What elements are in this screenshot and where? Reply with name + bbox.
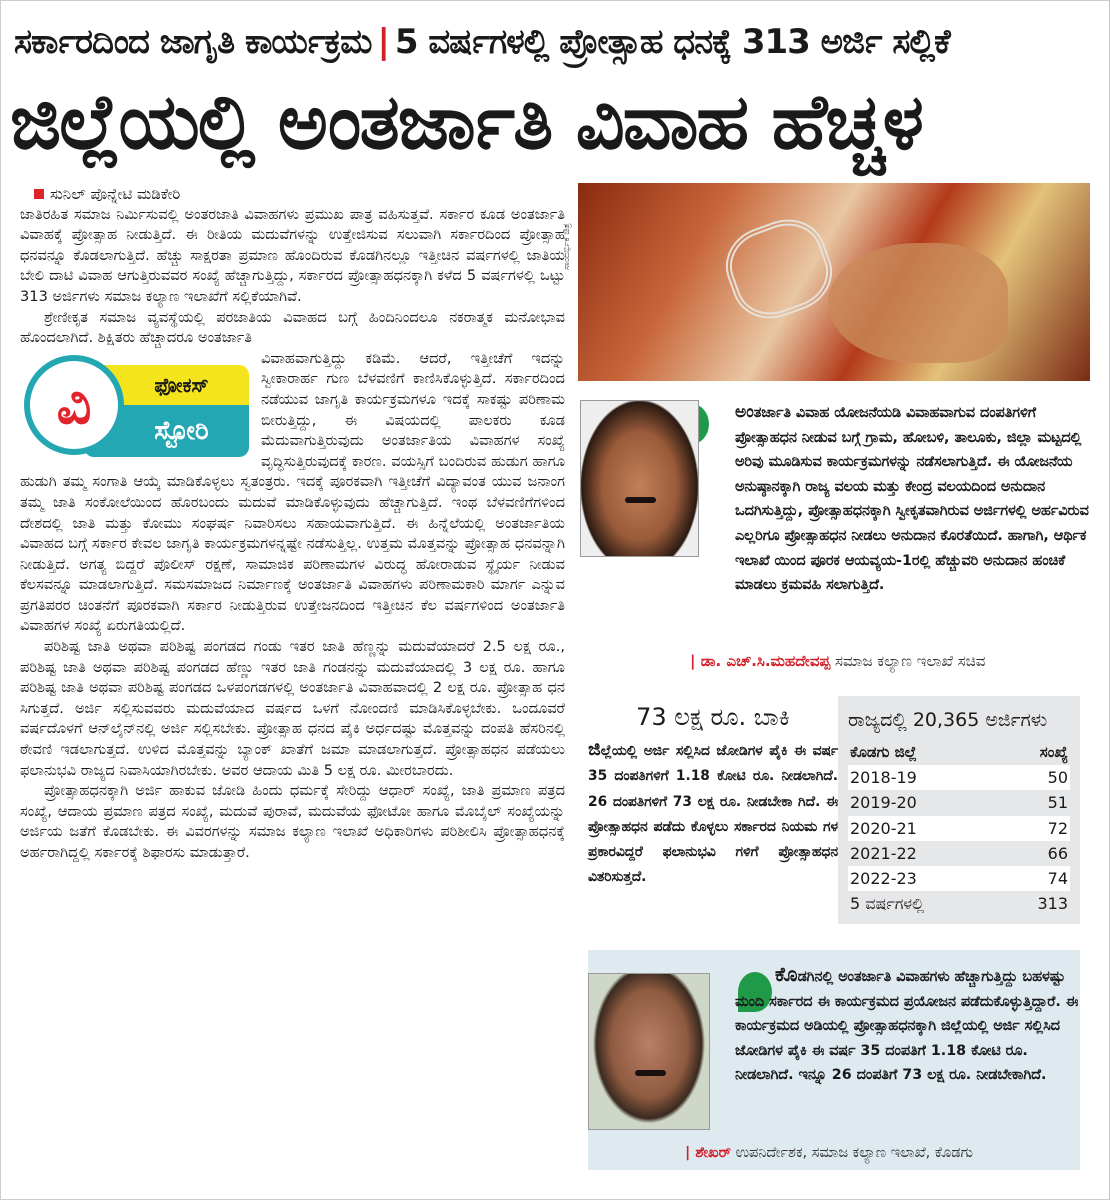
byline-text: ಸುನಿಲ್ ಪೊನ್ನೇಟಿ ಮಡಿಕೇರಿ <box>50 185 181 203</box>
pending-amount-sidebar <box>588 697 838 891</box>
minister-designation: ಸಮಾಜ ಕಲ್ಯಾಣ ಇಲಾಖೆ ಸಚಿವ <box>835 652 986 670</box>
sidebar-dropcap: ಜಿ <box>588 738 601 760</box>
table-row <box>848 841 1070 866</box>
sidebar-text: ಲ್ಲೆಯಲ್ಲಿ ಅರ್ಜಿ ಸಲ್ಲಿಸಿದ ಜೋಡಿಗಳ ಪೈಕಿ ಈ ವರ್ಷ 35 ದಂಪತಿಗಳಿಗೆ 1.18 ಕೋಟಿ ರೂ. ನೀಡಲಾಗಿದೆ. 26 ದಂಪತಿಗಳಿಗೆ 73 ಲಕ್ಷ ರೂ. ನೀಡಬೇಕಾ ಗಿದೆ. ಈ ಪ್ರೋತ್ಸಾಹಧನ ಪಡೆದು ಕೊಳ್ಳಲು ಸರ್ಕಾರದ ನಿಯಮ ಗಳ ಪ್ರಕಾರವಿದ್ದರೆ ಫಲಾನುಭವಿ ಗಳಿಗೆ ಪ್ರೋತ್ಸಾಹಧನ ವಿತರಿಸುತ್ತದೆ. <box>588 743 838 886</box>
table-row <box>848 866 1070 891</box>
table-title: ರಾಜ್ಯದಲ್ಲಿ 20,365 ಅರ್ಜಿಗಳು <box>848 709 1048 731</box>
row-count: 66 <box>1047 843 1068 863</box>
article-paragraph: ಪ್ರೋತ್ಸಾಹಧನಕ್ಕಾಗಿ ಅರ್ಜಿ ಹಾಕುವ ಜೋಡಿ ಹಿಂದು ಧರ್ಮಕ್ಕೆ ಸೇರಿದ್ದು ಆಧಾರ್ ಸಂಖ್ಯೆ, ಜಾತಿ ಪ್ರಮಾಣ ಪತ್ರದ ಸಂಖ್ಯೆ, ಆದಾಯ ಪ್ರಮಾಣ ಪತ್ರದ ಸಂಖ್ಯೆ, ಮದುವೆ ಪುರಾವೆ, ಮದುವೆಯ ಫೋಟೋ ಹಾಗೂ ಮೊಬೈಲ್ ಸಂಖ್ಯೆಯನ್ನು ಅರ್ಜಿಯ ಜತೆಗೆ ಕೊಡಬೇಕು. ಈ ವಿವರಗಳನ್ನು ಸಮಾಜ ಕಲ್ಯಾಣ ಇಲಾಖೆ ಅಧಿಕಾರಿಗಳು ಪರಿಶೀಲಿಸಿ ಪ್ರೋತ್ಸಾಹಧನಕ್ಕೆ ಅರ್ಹರಾಗಿದ್ದಲ್ಲಿ ಸರ್ಕಾರಕ್ಕೆ ಶಿಫಾರಸು ಮಾಡುತ್ತಾರೆ. <box>20 782 565 861</box>
officer-attribution: | ಶೇಖರ್ ಉಪನಿರ್ದೇಶಕ, ಸಮಾಜ ಕಲ್ಯಾಣ ಇಲಾಖೆ, ಕೊಡಗು <box>685 1145 973 1161</box>
row-count: 74 <box>1047 869 1068 889</box>
table-row <box>848 816 1070 841</box>
row-count: 72 <box>1047 818 1068 838</box>
main-headline: ಜಿಲ್ಲೆಯಲ್ಲಿ ಅಂತರ್ಜಾತಿ ವಿವಾಹ ಹೆಚ್ಚಳ <box>10 77 922 166</box>
kicker-headline <box>14 22 1104 62</box>
sidebar-title: 73 ಲಕ್ಷ ರೂ. ಬಾಕಿ <box>636 703 790 731</box>
officer-designation: ಉಪನಿರ್ದೇಶಕ, ಸಮಾಜ ಕಲ್ಯಾಣ ಇಲಾಖೆ, ಕೊಡಗು <box>735 1145 973 1161</box>
article-paragraph: ಶ್ರೇಣೀಕೃತ ಸಮಾಜ ವ್ಯವಸ್ಥೆಯಲ್ಲಿ ಪರಜಾತಿಯ ವಿವಾಹದ ಬಗ್ಗೆ ಹಿಂದಿನಿಂದಲೂ ನಕರಾತ್ಮಕ ಮನೋಭಾವ ಹೊಂದಲಾಗಿದೆ. ಶಿಕ್ಷಿತರು ಹೆಚ್ಚಾದರೂ ಅಂತರ್ಜಾತಿ <box>20 308 565 347</box>
table-header <box>848 740 1070 765</box>
article-paragraph: ವಿವಾಹವಾಗುತ್ತಿದ್ದು ಕಡಿಮೆ. ಆದರೆ, ಇತ್ತೀಚೆಗೆ ಇದನ್ನು ಸ್ವೀಕಾರಾರ್ಹ ಗುಣ ಬೆಳವಣಿಗೆ ಕಾಣಿಸಿಕೊಳ್ಳುತ್ತಿದೆ. ಸರ್ಕಾರದಿಂದ ನಡೆಯುವ ಜಾಗೃತಿ ಕಾರ್ಯಕ್ರಮಗಳೂ ಇದಕ್ಕೆ ಸಾಕಷ್ಟು ಪರಿಣಾಮ ಬೀರುತ್ತಿದ್ದು, ಈ ವಿಷಯದಲ್ಲಿ ಪಾಲಕರು ಕೂಡ ಮೆದುವಾಗುತ್ತಿರುವುದು ಅಂತರ್ಜಾತಿಯ ವಿವಾಹಗಳ ಸಂಖ್ಯೆ ವೃದ್ಧಿಸುತ್ತಿರುವುದಕ್ಕೆ ಕಾರಣ. ವಯಸ್ಸಿಗೆ ಬಂದಿರುವ ಹುಡುಗ ಹಾಗೂ ಹುಡುಗಿ ತಮ್ಮ ಸಂಗಾತಿ ಆಯ್ಕೆ ಮಾಡಿಕೊಳ್ಳಲು ಸ್ವತಂತ್ರರು. ಇದಕ್ಕೆ ಪೂರಕವಾಗಿ ಇತ್ತೀಚೆಗೆ ವಿದ್ಯಾವಂತ ಯುವ ಜನಾಂಗ ತಮ್ಮ ಜಾತಿ ಸಂಕೋಲೆಯಿಂದ ಹೊರಬಂದು ಮದುವೆ ಮಾಡಿಕೊಳ್ಳುವುದು ಹೆಚ್ಚಾಗುತ್ತಿದೆ. ಇಂಥ ಬೆಳವಣಿಗೆಗಳಿಂದ ದೇಶದಲ್ಲಿ ಜಾತಿ ಮತ್ತು ಕೋಮು ಸಂಘರ್ಷ ನಿವಾರಿಸಲು ಸಹಾಯವಾಗುತ್ತಿದೆ. ಈ ಹಿನ್ನೆಲೆಯಲ್ಲಿ ಅಂತರ್ಜಾತಿಯ ವಿವಾಹದ ಬಗ್ಗೆ ಸರ್ಕಾರ ಕೇವಲ ಜಾಗೃತಿ ಕಾರ್ಯಕ್ರಮಗಳನ್ನಷ್ಟೇ ನಡೆಸುತ್ತಿಲ್ಲ. ಉತ್ತಮ ಮೊತ್ತವನ್ನು ಪ್ರೋತ್ಸಾಹ ಧನವನ್ನಾಗಿ ನೀಡುತ್ತಿದೆ. ಅಗತ್ಯ ಬಿದ್ದರೆ ಪೊಲೀಸ್ ರಕ್ಷಣೆ, ಸಾಮಾಜಿಕ ಪರಿಣಾಮಗಳ ವಿರುದ್ಧ ಹೋರಾಡುವ ಸ್ಥೈರ್ಯ ನೀಡುವ ಕೆಲಸವನ್ನೂ ಮಾಡಲಾಗುತ್ತಿದೆ. ಸಮಸಮಾಜದ ನಿರ್ಮಾಣಕ್ಕೆ ಅಂತರ್ಜಾತಿ ವಿವಾಹಗಳು ಪರಿಣಾಮಕಾರಿ ಮಾರ್ಗ ಎನ್ನುವ ಪ್ರಗತಿಪರರ ಚಿಂತನೆಗೆ ಪೂರಕವಾಗಿ ಸರ್ಕಾರ ನೀಡುತ್ತಿರುವ ಉತ್ತೇಜನದಿಂದ ಇತ್ತೀಚಿನ ಕೆಲ ವರ್ಷಗಳಿಂದ ಅಂತರ್ಜಾತಿ ವಿವಾಹಗಳ ಸಂಖ್ಯೆ ಏರುಗತಿಯಲ್ಲಿದೆ. <box>20 349 565 635</box>
officer-portrait <box>588 973 710 1130</box>
table-row <box>848 765 1070 790</box>
logo-bottom-text: ಸ್ಟೋರಿ <box>84 405 249 457</box>
vi-focus-story-logo <box>24 355 249 467</box>
row-year: 2019-20 <box>850 793 917 813</box>
minister-portrait <box>580 400 699 557</box>
row-year: 5 ವರ್ಷಗಳಲ್ಲಿ <box>850 894 925 914</box>
minister-name: ಡಾ. ಎಚ್.ಸಿ.ಮಹದೇವಪ್ಪ <box>700 652 831 670</box>
officer-name: ಶೇಖರ್ <box>695 1145 731 1161</box>
byline-square-icon <box>34 189 44 199</box>
quote-lead: ಅಂ <box>735 402 754 422</box>
minister-attribution: | ಡಾ. ಎಚ್.ಸಿ.ಮಹದೇವಪ್ಪ ಸಮಾಜ ಕಲ್ಯಾಣ ಇಲಾಖೆ ಸಚಿವ <box>690 652 986 670</box>
article-paragraph: ಪರಿಶಿಷ್ಟ ಜಾತಿ ಅಥವಾ ಪರಿಶಿಷ್ಟ ಪಂಗಡದ ಗಂಡು ಇತರ ಜಾತಿ ಹೆಣ್ಣನ್ನು ಮದುವೆಯಾದರೆ 2.5 ಲಕ್ಷ ರೂ., ಪರಿಶಿಷ್ಟ ಜಾತಿ ಅಥವಾ ಪರಿಶಿಷ್ಟ ಪಂಗಡದ ಹೆಣ್ಣು ಇತರ ಜಾತಿ ಗಂಡನನ್ನು ಮದುವೆಯಾದಲ್ಲಿ 3 ಲಕ್ಷ ರೂ. ಹಾಗೂ ಪರಿಶಿಷ್ಟ ಜಾತಿ ಅಥವಾ ಪರಿಶಿಷ್ಟ ಪಂಗಡದ ಒಳಪಂಗಡಗಳಲ್ಲಿ ಅಂತರ್ಜಾತಿ ವಿವಾಹವಾದಲ್ಲಿ 2 ಲಕ್ಷ ರೂ. ಪ್ರೋತ್ಸಾಹ ಧನ ಸಿಗುತ್ತದೆ. ಅರ್ಜಿ ಸಲ್ಲಿಸುವವರು ಮದುವೆಯಾದ ವರ್ಷದ ಒಳಗೆ ನೋಂದಣಿ ಮಾಡಿಸಿಕೊಳ್ಳಬೇಕು. ಒಂದೂವರೆ ವರ್ಷದೊಳಗೆ ಆನ್‌ಲೈನ್‌ನಲ್ಲಿ ಅರ್ಜಿ ಸಲ್ಲಿಸಬೇಕು. ಪ್ರೋತ್ಸಾಹ ಧನದ ಪೈಕಿ ಅರ್ಧದಷ್ಟು ಮೊತ್ತವನ್ನು ದಂಪತಿ ಹೆಸರಿನಲ್ಲಿ ಠೇವಣಿ ಇಡಲಾಗುತ್ತದೆ. ಉಳಿದ ಮೊತ್ತವನ್ನು ಬ್ಯಾಂಕ್ ಖಾತೆಗೆ ಜಮಾ ಮಾಡಲಾಗುತ್ತದೆ. ಪ್ರೋತ್ಸಾಹಧನ ಪಡೆಯಲು ಫಲಾನುಭವಿ ರಾಜ್ಯದ ನಿವಾಸಿಯಾಗಿರಬೇಕು. ಅವರ ಆದಾಯ ಮಿತಿ 5 ಲಕ್ಷ ರೂ. ಮೀರಬಾರದು. <box>20 638 565 779</box>
row-year: 2020-21 <box>850 818 917 838</box>
logo-letter: ವಿ <box>24 355 124 455</box>
wedding-hands-photo <box>578 183 1090 381</box>
table-row <box>848 790 1070 815</box>
kicker-separator: | <box>377 22 389 62</box>
article-body <box>20 184 565 864</box>
quote-text: ತರ್ಜಾತಿ ವಿವಾಹ ಯೋಜನೆಯಡಿ ವಿವಾಹವಾಗುವ ದಂಪತಿಗಳಿಗೆ ಪ್ರೋತ್ಸಾಹಧನ ನೀಡುವ ಬಗ್ಗೆ ಗ್ರಾಮ, ಹೋಬಳಿ, ತಾಲೂಕು, ಜಿಲ್ಲಾ ಮಟ್ಟದಲ್ಲಿ ಅರಿವು ಮೂಡಿಸುವ ಕಾರ್ಯಕ್ರಮಗಳನ್ನು ನಡೆಸಲಾಗುತ್ತಿದೆ. ಈ ಯೋಜನೆಯ ಅನುಷ್ಠಾನಕ್ಕಾಗಿ ರಾಜ್ಯ ವಲಯ ಮತ್ತು ಕೇಂದ್ರ ವಲಯದಿಂದ ಅನುದಾನ ಒದಗಿಸುತ್ತಿದ್ದು, ಪ್ರೋತ್ಸಾಹಧನಕ್ಕಾಗಿ ಸ್ವೀಕೃತವಾಗಿರುವ ಅರ್ಜಿಗಳಲ್ಲಿ ಅರ್ಹವಿರುವ ಎಲ್ಲರಿಗೂ ಪ್ರೋತ್ಸಾಹಧನ ನೀಡಲು ಅನುದಾನ ಕೊರತೆಯಿದೆ. ಹಾಗಾಗಿ, ಆರ್ಥಿಕ ಇಲಾಖೆ ಯಿಂದ ಪೂರಕ ಆಯವ್ಯಯ-1ರಲ್ಲಿ ಹೆಚ್ಚುವರಿ ಅನುದಾನ ಹಂಚಿಕೆ ಮಾಡಲು ಕ್ರಮವಹಿ ಸಲಾಗುತ್ತಿದೆ. <box>735 405 1089 594</box>
row-count: 50 <box>1047 768 1068 788</box>
row-year: 2018-19 <box>850 768 917 788</box>
row-count: 51 <box>1047 793 1068 813</box>
byline <box>34 184 565 205</box>
logo-top-text: ಫೋಕಸ್ <box>84 365 249 405</box>
table-row-total <box>848 891 1070 916</box>
kicker-right: 5 ವರ್ಷಗಳಲ್ಲಿ ಪ್ರೋತ್ಸಾಹ ಧನಕ್ಕೆ 313 ಅರ್ಜಿ ಸಲ್ಲಿಕೆ <box>394 22 950 62</box>
header-count: ಸಂಖ್ಯೆ <box>1039 743 1068 761</box>
header-district: ಕೊಡಗು ಜಿಲ್ಲೆ <box>850 743 917 761</box>
officer-quote <box>735 962 1080 1088</box>
row-year: 2022-23 <box>850 869 917 889</box>
quote-lead: ಕೊ <box>775 962 798 986</box>
quote-text: ಡಗಿನಲ್ಲಿ ಅಂತರ್ಜಾತಿ ವಿವಾಹಗಳು ಹೆಚ್ಚಾಗುತ್ತಿದ್ದು ಬಹಳಷ್ಟು ಮಂದಿ ಸರ್ಕಾರದ ಈ ಕಾರ್ಯಕ್ರಮದ ಪ್ರಯೋಜನ ಪಡೆದುಕೊಳ್ಳುತ್ತಿದ್ದಾರೆ. ಈ ಕಾರ್ಯಕ್ರಮದ ಅಡಿಯಲ್ಲಿ ಪ್ರೋತ್ಸಾಹಧನಕ್ಕಾಗಿ ಜಿಲ್ಲೆಯಲ್ಲಿ ಅರ್ಜಿ ಸಲ್ಲಿಸಿದ ಜೋಡಿಗಳ ಪೈಕಿ ಈ ವರ್ಷ 35 ದಂಪತಿಗೆ 1.18 ಕೋಟಿ ರೂ. ನೀಡಲಾಗಿದೆ. ಇನ್ನೂ 26 ದಂಪತಿಗೆ 73 ಲಕ್ಷ ರೂ. ನೀಡಬೇಕಾಗಿದೆ. <box>735 969 1079 1083</box>
kicker-left: ಸರ್ಕಾರದಿಂದ ಜಾಗೃತಿ ಕಾರ್ಯಕ್ರಮ <box>14 22 372 62</box>
photo-credit: ಸಾಂದರ್ಭಿಕ ಚಿತ್ರ <box>562 223 572 270</box>
row-count: 313 <box>1037 894 1068 914</box>
applications-table <box>838 696 1080 924</box>
article-paragraph: ಜಾತಿರಹಿತ ಸಮಾಜ ನಿರ್ಮಿಸುವಲ್ಲಿ ಅಂತರಜಾತಿ ವಿವಾಹಗಳು ಪ್ರಮುಖ ಪಾತ್ರ ವಹಿಸುತ್ತವೆ. ಸರ್ಕಾರ ಕೂಡ ಅಂತರ್ಜಾತಿ ವಿವಾಹಕ್ಕೆ ಪ್ರೋತ್ಸಾಹ ನೀಡುತ್ತಿದೆ. ಈ ರೀತಿಯ ಮದುವೆಗಳನ್ನು ಉತ್ತೇಜಿಸುವ ಸಲುವಾಗಿ ಸರ್ಕಾರದಿಂದ ಪ್ರೋತ್ಸಾಹ ಧನವನ್ನೂ ಕೊಡಲಾಗುತ್ತಿದೆ. ಹೆಚ್ಚು ಸಾಕ್ಷರತಾ ಪ್ರಮಾಣ ಹೊಂದಿರುವ ಕೊಡಗಿನಲ್ಲೂ ಇತ್ತೀಚಿನ ವರ್ಷಗಳಲ್ಲಿ ಜಾತಿಯ ಬೇಲಿ ದಾಟಿ ವಿವಾಹ ಆಗುತ್ತಿರುವವರ ಸಂಖ್ಯೆ ಹೆಚ್ಚಾಗುತ್ತಿದ್ದು, ಸರ್ಕಾರದ ಪ್ರೋತ್ಸಾಹಧನಕ್ಕಾಗಿ ಕಳೆದ 5 ವರ್ಷಗಳಲ್ಲಿ ಒಟ್ಟು 313 ಅರ್ಜಿಗಳು ಸಮಾಜ ಕಲ್ಯಾಣ ಇಲಾಖೆಗೆ ಸಲ್ಲಿಕೆಯಾಗಿವೆ. <box>20 205 565 305</box>
row-year: 2021-22 <box>850 843 917 863</box>
